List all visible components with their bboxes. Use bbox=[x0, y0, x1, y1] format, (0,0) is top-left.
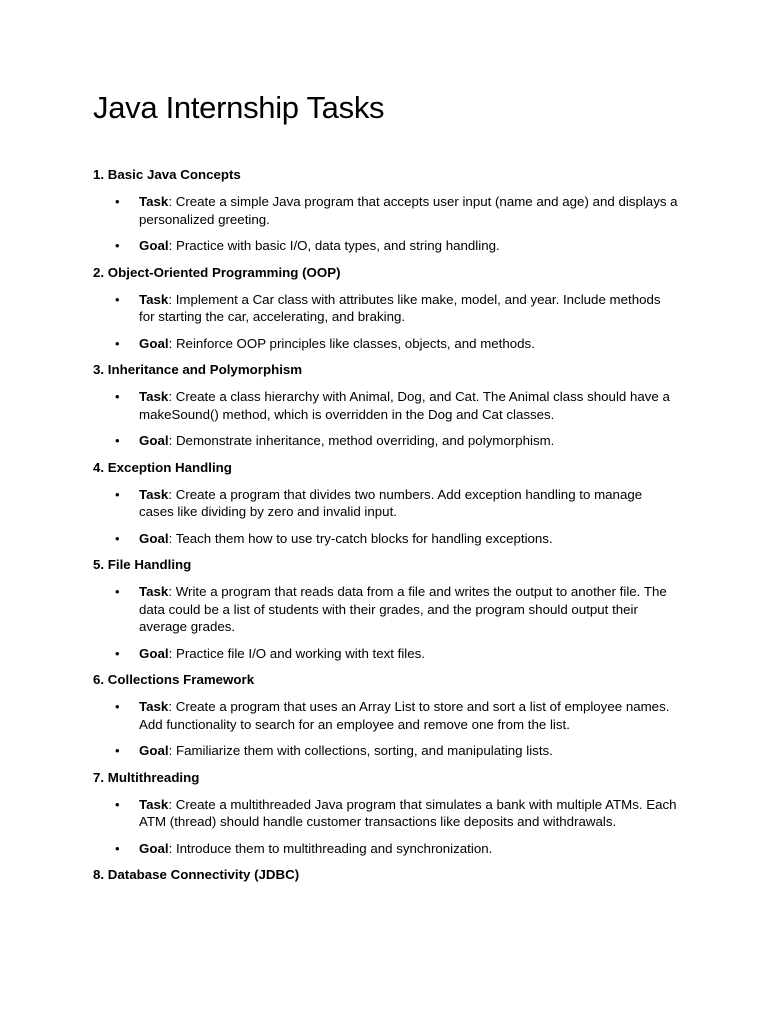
task-item bbox=[93, 698, 678, 733]
goal-label: Goal bbox=[139, 433, 169, 448]
task-text: : Create a program that divides two numbers. Add exception handling to manage cases like dividing by zero and invalid input. bbox=[139, 486, 643, 519]
bullet-icon: • bbox=[115, 840, 120, 856]
section-basic-java bbox=[93, 166, 678, 255]
goal-label: Goal bbox=[139, 840, 169, 856]
bullet-list bbox=[93, 388, 678, 450]
section-collections bbox=[93, 671, 678, 760]
bullet-icon: • bbox=[115, 433, 120, 448]
bullet-list bbox=[93, 193, 678, 255]
section-heading: 2. Object-Oriented Programming (OOP) bbox=[93, 264, 341, 280]
goal-text: : Demonstrate inheritance, method overriding, and polymorphism. bbox=[168, 433, 555, 448]
task-text: : Create a program that uses an Array List to store and sort a list of employee names. Add functionality to search for an employee and remove one from the list. bbox=[139, 699, 670, 732]
goal-item bbox=[93, 335, 678, 353]
goal-item bbox=[93, 432, 678, 450]
bullet-list bbox=[93, 486, 678, 548]
section-jdbc bbox=[93, 866, 678, 884]
bullet-icon: • bbox=[115, 530, 120, 546]
section-heading: 8. Database Connectivity (JDBC) bbox=[93, 867, 300, 882]
bullet-icon: • bbox=[115, 486, 120, 502]
goal-text: : Familiarize them with collections, sorting, and manipulating lists. bbox=[168, 743, 553, 758]
section-multithreading bbox=[93, 769, 678, 858]
bullet-icon: • bbox=[115, 584, 120, 599]
task-label: Task bbox=[139, 486, 169, 502]
goal-text: : Practice with basic I/O, data types, and string handling. bbox=[168, 238, 500, 253]
task-label: Task bbox=[139, 796, 169, 812]
section-exception-handling bbox=[93, 459, 678, 548]
goal-item bbox=[93, 237, 678, 255]
goal-text: : Reinforce OOP principles like classes, objects, and methods. bbox=[168, 335, 535, 351]
section-file-handling bbox=[93, 556, 678, 662]
task-item bbox=[93, 291, 678, 326]
task-label: Task bbox=[139, 291, 169, 307]
bullet-icon: • bbox=[115, 699, 120, 714]
task-text: : Create a class hierarchy with Animal, Dog, and Cat. The Animal class should have a makeSound() method, which is overridden in the Dog and Cat classes. bbox=[139, 389, 670, 422]
goal-item bbox=[93, 840, 678, 858]
task-text: : Create a multithreaded Java program that simulates a bank with multiple ATMs. Each ATM (thread) should handle customer transactions like deposits and withdrawals. bbox=[139, 796, 677, 829]
section-heading: 3. Inheritance and Polymorphism bbox=[93, 362, 303, 377]
section-heading: 7. Multithreading bbox=[93, 769, 200, 785]
bullet-list bbox=[93, 796, 678, 858]
task-text: : Implement a Car class with attributes like make, model, and year. Include methods for starting the car, accelerating, and braking. bbox=[139, 291, 661, 324]
goal-item bbox=[93, 530, 678, 548]
bullet-icon: • bbox=[115, 291, 120, 307]
task-item bbox=[93, 486, 678, 521]
task-item bbox=[93, 388, 678, 423]
goal-item bbox=[93, 742, 678, 760]
section-heading: 1. Basic Java Concepts bbox=[93, 167, 241, 182]
task-label: Task bbox=[139, 699, 169, 714]
bullet-icon: • bbox=[115, 389, 120, 404]
goal-text: : Practice file I/O and working with text files. bbox=[168, 645, 425, 661]
goal-label: Goal bbox=[139, 645, 169, 661]
bullet-list bbox=[93, 698, 678, 760]
goal-label: Goal bbox=[139, 743, 169, 758]
bullet-icon: • bbox=[115, 743, 120, 758]
bullet-icon: • bbox=[115, 645, 120, 661]
bullet-icon: • bbox=[115, 194, 120, 209]
task-label: Task bbox=[139, 194, 169, 209]
goal-text: : Teach them how to use try-catch blocks for handling exceptions. bbox=[168, 530, 553, 546]
task-item bbox=[93, 193, 678, 228]
section-heading: 5. File Handling bbox=[93, 557, 192, 572]
section-inheritance bbox=[93, 361, 678, 450]
section-heading: 6. Collections Framework bbox=[93, 672, 255, 687]
bullet-icon: • bbox=[115, 796, 120, 812]
goal-item bbox=[93, 645, 678, 663]
bullet-icon: • bbox=[115, 335, 120, 351]
goal-label: Goal bbox=[139, 335, 169, 351]
task-item bbox=[93, 583, 678, 636]
goal-label: Goal bbox=[139, 530, 169, 546]
task-text: : Write a program that reads data from a file and writes the output to another file. The data could be a list of students with their grades, and the program should output their average grades. bbox=[139, 584, 667, 634]
page-title: Java Internship Tasks bbox=[93, 90, 385, 125]
task-label: Task bbox=[139, 389, 169, 404]
goal-label: Goal bbox=[139, 238, 169, 253]
goal-text: : Introduce them to multithreading and synchronization. bbox=[168, 840, 493, 856]
bullet-icon: • bbox=[115, 238, 120, 253]
section-heading: 4. Exception Handling bbox=[93, 459, 232, 475]
section-oop bbox=[93, 264, 678, 353]
task-item bbox=[93, 796, 678, 831]
bullet-list bbox=[93, 583, 678, 662]
task-label: Task bbox=[139, 584, 169, 599]
bullet-list bbox=[93, 291, 678, 353]
task-text: : Create a simple Java program that accepts user input (name and age) and displays a personalized greeting. bbox=[139, 194, 678, 227]
